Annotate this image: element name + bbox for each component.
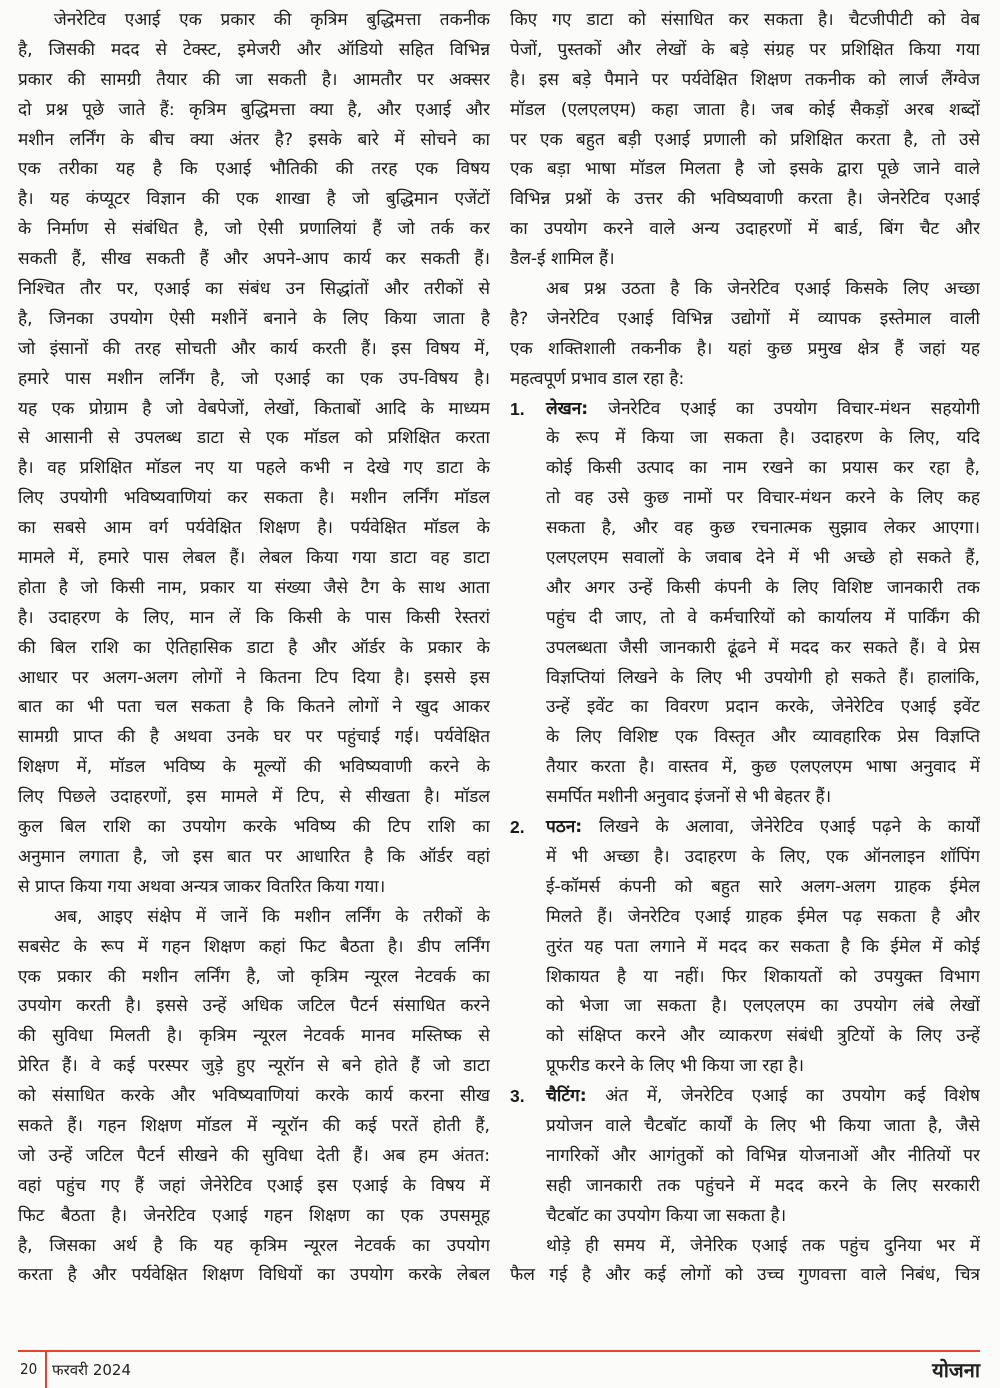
text-line: और अगर उन्हें किसी कंपनी के लिए विशिष्ट जानकारी तक: [546, 577, 980, 598]
text-line: जेनरेटिव एआई एक प्रकार की कृत्रिम बुद्धिमत्ता तकनीक: [54, 10, 490, 30]
text-line: एक तरीका यह है कि एआई भौतिकी की तरह एक विषय: [18, 159, 490, 180]
text-line: है, जिनका उपयोग ऐसी मशीनें बनाने के लिए किया जाता है: [18, 308, 490, 329]
text-line: उपयोग करती है। इससे उन्हें अधिक जटिल पैटर्न संसाधित करने: [18, 996, 490, 1017]
article-column-left: [18, 6, 490, 1291]
text-line: पर एक बहुत बड़ी एआई प्रणाली को प्रशिक्षित करता है, तो उसे: [510, 129, 980, 150]
text-line: प्रयोजन वाले चैटबॉट कार्यों के लिए भी किया जाता है, जैसे: [546, 1115, 980, 1136]
text-line: विज्ञप्तियां लिखने के लिए भी उपयोगी हो सकते हैं। हालांकि,: [546, 667, 980, 688]
text-line: सही जानकारी तक पहुंचने में मदद करने के लिए सरकारी: [546, 1175, 980, 1196]
text-line: मामले में, हमारे पास लेबल हैं। लेबल किया गया डाटा वह डाटा: [18, 548, 490, 569]
text-line: सबसेट के रूप में गहन शिक्षण कहां फिट बैठता है। डीप लर्निंग: [18, 936, 490, 957]
text-line: जो इंसानों की तरह सोचती और कार्य करती हैं। इस विषय में,: [18, 338, 490, 359]
list-item-heading: पठन:: [546, 817, 583, 838]
text-line: है, जिसका अर्थ है कि यह कृत्रिम न्यूरल नेटवर्क का उपयोग: [18, 1235, 490, 1256]
text-line: में भी अच्छा है। उदाहरण के लिए, एक ऑनलाइन शॉपिंग: [546, 846, 980, 867]
text-line: की सुविधा मिलती है। कृत्रिम न्यूरल नेटवर्क मानव मस्तिष्क से: [18, 1026, 490, 1047]
text-line: को संसाधित करके और भविष्यवाणियां करके कार्य करना सीख: [18, 1086, 490, 1107]
text-line: शिकायत है या नहीं। फिर शिकायतों को उपयुक्त विभाग: [546, 966, 980, 987]
footer-divider: [18, 1350, 980, 1352]
text-line: शिक्षण में, मॉडल भविष्य के मूल्यों की भविष्यवाणी करने के: [18, 757, 490, 778]
text-line: दो प्रश्न पूछे जाते हैं: कृत्रिम बुद्धिमत्ता क्या है, और एआई और: [18, 99, 490, 120]
article-column-right: [510, 6, 980, 1291]
text-line: कोई किसी उत्पाद का नाम रखने का प्रयास कर रहा है,: [546, 458, 980, 479]
text-line: डैल-ई शामिल हैं।: [510, 249, 615, 270]
text-line: ई-कॉमर्स कंपनी को बहुत सारे अलग-अलग ग्राहक ईमेल: [546, 876, 980, 897]
list-item-number: 1.: [510, 398, 525, 419]
text-line: सकता है, और वह कुछ रचनात्मक सुझाव लेकर आएगा।: [546, 518, 980, 539]
text-line: उपलब्धता जैसी जानकारी ढूंढने में मदद कर सकते हैं। वे प्रेस: [546, 637, 980, 658]
text-line: जो उन्हें जटिल पैटर्न सीखने की सुविधा देती हैं। अब हम अंतत:: [18, 1145, 490, 1166]
text-line: से आसानी से उपलब्ध डाटा से एक मॉडल को प्रशिक्षित करता: [18, 428, 490, 449]
text-line: मॉडल (एलएलएम) कहा जाता है। जब कोई सैकड़ों अरब शब्दों: [510, 99, 980, 120]
text-line: प्रकार की सामग्री तैयार की जा सकती है। आमतौर पर अक्सर: [18, 69, 490, 90]
text-line: तैयार करता है। वास्तव में, कुछ एलएलएम भाषा अनुवाद में: [546, 757, 980, 778]
text-line: लिए पिछले उदाहरणों, इस मामले में टिप, से सीखता है। मॉडल: [18, 787, 490, 808]
text-line: है? जेनरेटिव एआई विभिन्न उद्योगों में व्यापक इस्तेमाल वाली: [510, 308, 980, 329]
text-line: की बिल राशि का ऐतिहासिक डाटा है और ऑर्डर के प्रकार के: [18, 637, 490, 658]
magazine-name: योजना: [932, 1358, 980, 1382]
text-line: अब प्रश्न उठता है कि जेनरेटिव एआई किसके लिए अच्छा: [546, 279, 980, 300]
text-line: यह एक प्रोग्राम है जो वेबपेजों, लेखों, किताबों आदि के माध्यम: [18, 398, 490, 419]
text-line: सकती हैं, सीख सकती हैं और अपने-आप कार्य कर सकती हैं।: [18, 249, 490, 270]
text-line: चैटबॉट का उपयोग किया जा सकता है।: [546, 1205, 787, 1226]
text-line: हमारे पास मशीन लर्निंग है, जो एआई का एक उप-विषय है।: [18, 368, 490, 389]
list-item-text: लिखने के अलावा, जेनेरेटिव एआई पढ़ने के कार्यों: [582, 817, 980, 838]
text-line: पेजों, पुस्तकों और लेखों के बड़े संग्रह पर प्रशिक्षित किया गया: [510, 39, 980, 60]
text-line: अनुमान लगाता है, जो इस बात पर आधारित है कि ऑर्डर वहां: [18, 846, 490, 867]
text-line: से प्राप्त किया गया अथवा अन्यत्र जाकर वितरित किया गया।: [18, 876, 386, 897]
text-line: प्रूफरीड करने के लिए भी किया जा रहा है।: [546, 1056, 805, 1077]
text-line: निश्चित तौर पर, एआई का संबंध उन सिद्धांतों और तरीकों से: [18, 279, 490, 300]
text-line: [510, 395, 980, 425]
text-line: के निर्माण से संबंधित है, जो ऐसी प्रणालियां हैं जो तर्क कर: [18, 219, 490, 240]
list-item-number: 3.: [510, 1086, 525, 1107]
text-line: सकते हैं। गहन शिक्षण मॉडल में न्यूरॉन की कई परतें होती हैं,: [18, 1115, 490, 1136]
text-line: पहुंच दी जाए, तो वे कर्मचारियों को कार्यालय में पार्किंग की: [546, 607, 980, 628]
page-number: 20: [20, 1360, 38, 1378]
text-line: समर्पित मशीनी अनुवाद इंजनों से भी बेहतर हैं।: [546, 787, 832, 808]
text-line: नागरिकों और आगंतुकों को विभिन्न योजनाओं और नीतियों पर: [546, 1145, 980, 1166]
text-line: तो वह उसे कुछ नामों पर विचार-मंथन करने के लिए कह: [546, 488, 980, 509]
issue-date: फरवरी 2024: [52, 1361, 132, 1379]
footer-vertical-divider: [45, 1351, 47, 1388]
text-line: किए गए डाटा को संसाधित कर सकता है। चैटजीपीटी को वेब: [510, 10, 980, 30]
text-line: है। उदाहरण के लिए, मान लें कि किसी के पास किसी रेस्तरां: [18, 607, 490, 628]
text-line: है। वह प्रशिक्षित मॉडल नए या पहले कभी न देखे गए डाटा के: [18, 458, 490, 479]
text-line: अब, आइए संक्षेप में जानें कि मशीन लर्निंग के तरीकों के: [54, 906, 490, 927]
text-line: आधार पर अलग-अलग लोगों ने कितना टिप दिया है। इससे इस: [18, 667, 490, 688]
text-line: प्रेरित हैं। वे कई परस्पर जुड़े हुए न्यूरॉन से बने होते हैं जो डाटा: [18, 1056, 490, 1077]
text-line: वहां पहुंच गए हैं जहां जेनेरेटिव एआई इस एआई के विषय में: [18, 1175, 490, 1196]
text-line: मिलते हैं। जेनरेटिव एआई ग्राहक ईमेल पढ़ सकता है और: [546, 906, 980, 927]
text-line: एक प्रकार की मशीन लर्निंग है, जो कृत्रिम न्यूरल नेटवर्क का: [18, 966, 490, 987]
text-line: लिए उपयोगी भविष्यवाणियां कर सकता है। मशीन लर्निंग मॉडल: [18, 488, 490, 509]
list-item-number: 2.: [510, 817, 525, 838]
text-line: का उपयोग करने वाले अन्य उदाहरणों में बार्ड, बिंग चैट और: [510, 219, 980, 240]
text-line: उन्हें इवेंट का विवरण प्रदान करके, जेनेरेटिव एआई इवेंट: [546, 697, 980, 718]
text-line: है। इस बड़े पैमाने पर पर्यवेक्षित शिक्षण तकनीक को लार्ज लैंग्वेज: [510, 69, 980, 90]
list-item-heading: लेखन:: [546, 398, 589, 419]
text-line: फिट बैठता है। जेनरेटिव एआई गहन शिक्षण का एक उपसमूह: [18, 1205, 490, 1226]
text-line: कुल बिल राशि का उपयोग करके भविष्य की टिप राशि का: [18, 817, 490, 838]
text-line: एलएलएम सवालों के जवाब देने में भी अच्छे हो सकते हैं,: [546, 548, 980, 569]
text-line: का सबसे आम वर्ग पर्यवेक्षित शिक्षण है। पर्यवेक्षित मॉडल के: [18, 518, 490, 539]
text-line: एक बड़ा भाषा मॉडल मिलता है जो इसके द्वारा पूछे जाने वाले: [510, 159, 980, 180]
text-line: तुरंत यह पता लगाने में मदद कर सकता है कि ईमेल में कोई: [546, 936, 980, 957]
text-line: होता है जो किसी नाम, प्रकार या संख्या जैसे टैग के साथ आता: [18, 577, 490, 598]
text-line: को भेजा जा सकता है। एलएलएम का उपयोग लंबे लेखों: [546, 996, 980, 1017]
text-line: के रूप में किया जा सकता है। उदाहरण के लिए, यदि: [546, 428, 980, 449]
text-line: सामग्री प्राप्त की है अथवा उनके घर पर पहुंचाई गई। पर्यवेक्षित: [18, 727, 490, 748]
text-line: महत्वपूर्ण प्रभाव डाल रहा है:: [510, 368, 685, 389]
text-line: के लिए विशिष्ट एक विस्तृत और व्यावहारिक प्रेस विज्ञप्ति: [546, 727, 980, 748]
text-line: मशीन लर्निंग के बीच क्या अंतर है? इसके बारे में सोचने का: [18, 129, 490, 150]
text-line: विभिन्न प्रश्नों के उत्तर की भविष्यवाणी करता है। जेनरेटिव एआई: [510, 189, 980, 210]
text-line: है। यह कंप्यूटर विज्ञान की एक शाखा है जो बुद्धिमान एजेंटों: [18, 189, 490, 210]
text-line: फैल गई है और कई लोगों को उच्च गुणवत्ता वाले निबंध, चित्र: [510, 1265, 980, 1286]
text-line: करता है और पर्यवेक्षित शिक्षण विधियों का उपयोग करके लेबल: [18, 1265, 490, 1286]
text-line: एक शक्तिशाली तकनीक है। यहां कुछ प्रमुख क्षेत्र हैं जहां यह: [510, 338, 980, 359]
list-item-text: अंत में, जेनरेटिव एआई का उपयोग कई विशेष: [586, 1086, 980, 1107]
text-line: थोड़े ही समय में, जेनेरिक एआई तक पहुंच दुनिया भर में: [546, 1235, 980, 1256]
text-line: [510, 813, 980, 843]
text-line: बात का भी पता चल सकता है कि कितने लोगों ने खुद आकर: [18, 697, 490, 718]
text-line: को संक्षिप्त करने और व्याकरण संबंधी त्रुटियों के लिए उन्हें: [546, 1026, 980, 1047]
list-item-heading: चैटिंग:: [546, 1086, 587, 1107]
list-item-text: जेनरेटिव एआई का उपयोग विचार-मंथन सहयोगी: [588, 398, 980, 419]
text-line: [510, 1082, 980, 1112]
text-line: है, जिसकी मदद से टेक्स्ट, इमेजरी और ऑडियो सहित विभिन्न: [18, 39, 490, 60]
